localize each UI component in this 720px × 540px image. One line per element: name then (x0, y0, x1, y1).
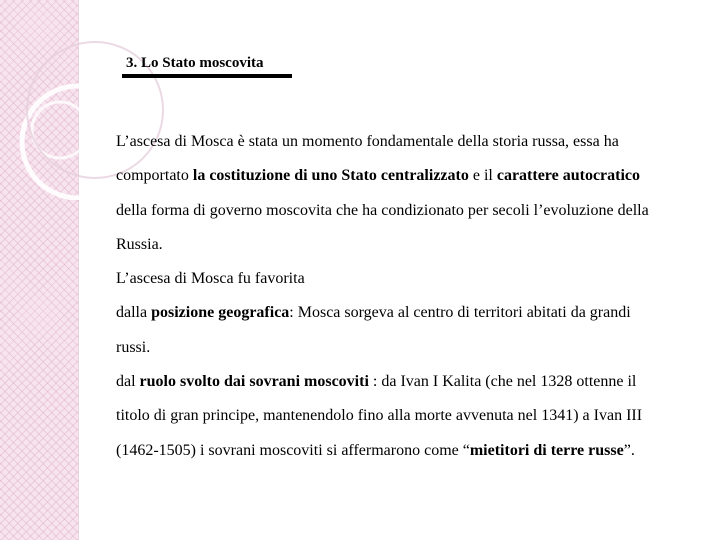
bold-text-segment: carattere autocratico (496, 167, 641, 185)
text-segment: : Mosca sorgeva al centro di territori abitati da grandi russi. (116, 304, 631, 356)
paragraph-ruolo (112, 365, 668, 468)
title-underline (122, 74, 292, 78)
bold-text-segment: ruolo svolto dai sovrani moscoviti (139, 373, 369, 391)
text-segment: dal (116, 373, 140, 391)
slide-title: 3. Lo Stato moscovita (126, 55, 264, 71)
text-segment: dalla (116, 304, 152, 322)
text-segment: e il (468, 167, 497, 185)
bold-text-segment: posizione geografica (151, 304, 290, 322)
bold-text-segment: la costituzione di uno Stato centralizzato (192, 167, 469, 185)
slide-body (112, 125, 668, 468)
text-segment: L’ascesa di Mosca fu favorita (116, 270, 305, 288)
text-segment: : da Ivan I Kalita (che nel 1328 ottenne il titolo di gran principe, mantenendolo fino alla morte avvenuta nel 1341) a Ivan III (1462-1505) i sovrani moscoviti si affermarono come “ (116, 373, 643, 459)
paragraph-posizione (112, 296, 668, 365)
bold-text-segment: mietitori di terre russe (469, 441, 624, 459)
text-segment: L’ascesa di Mosca è stata un momento fondamentale della storia russa, essa ha comportato (116, 133, 619, 185)
paragraph-favorita (112, 262, 668, 296)
text-segment: ”. (623, 441, 635, 459)
paragraph-ascesa (112, 125, 668, 262)
text-segment: della forma di governo moscovita che ha condizionato per secoli l’evoluzione della Russia. (116, 201, 649, 253)
